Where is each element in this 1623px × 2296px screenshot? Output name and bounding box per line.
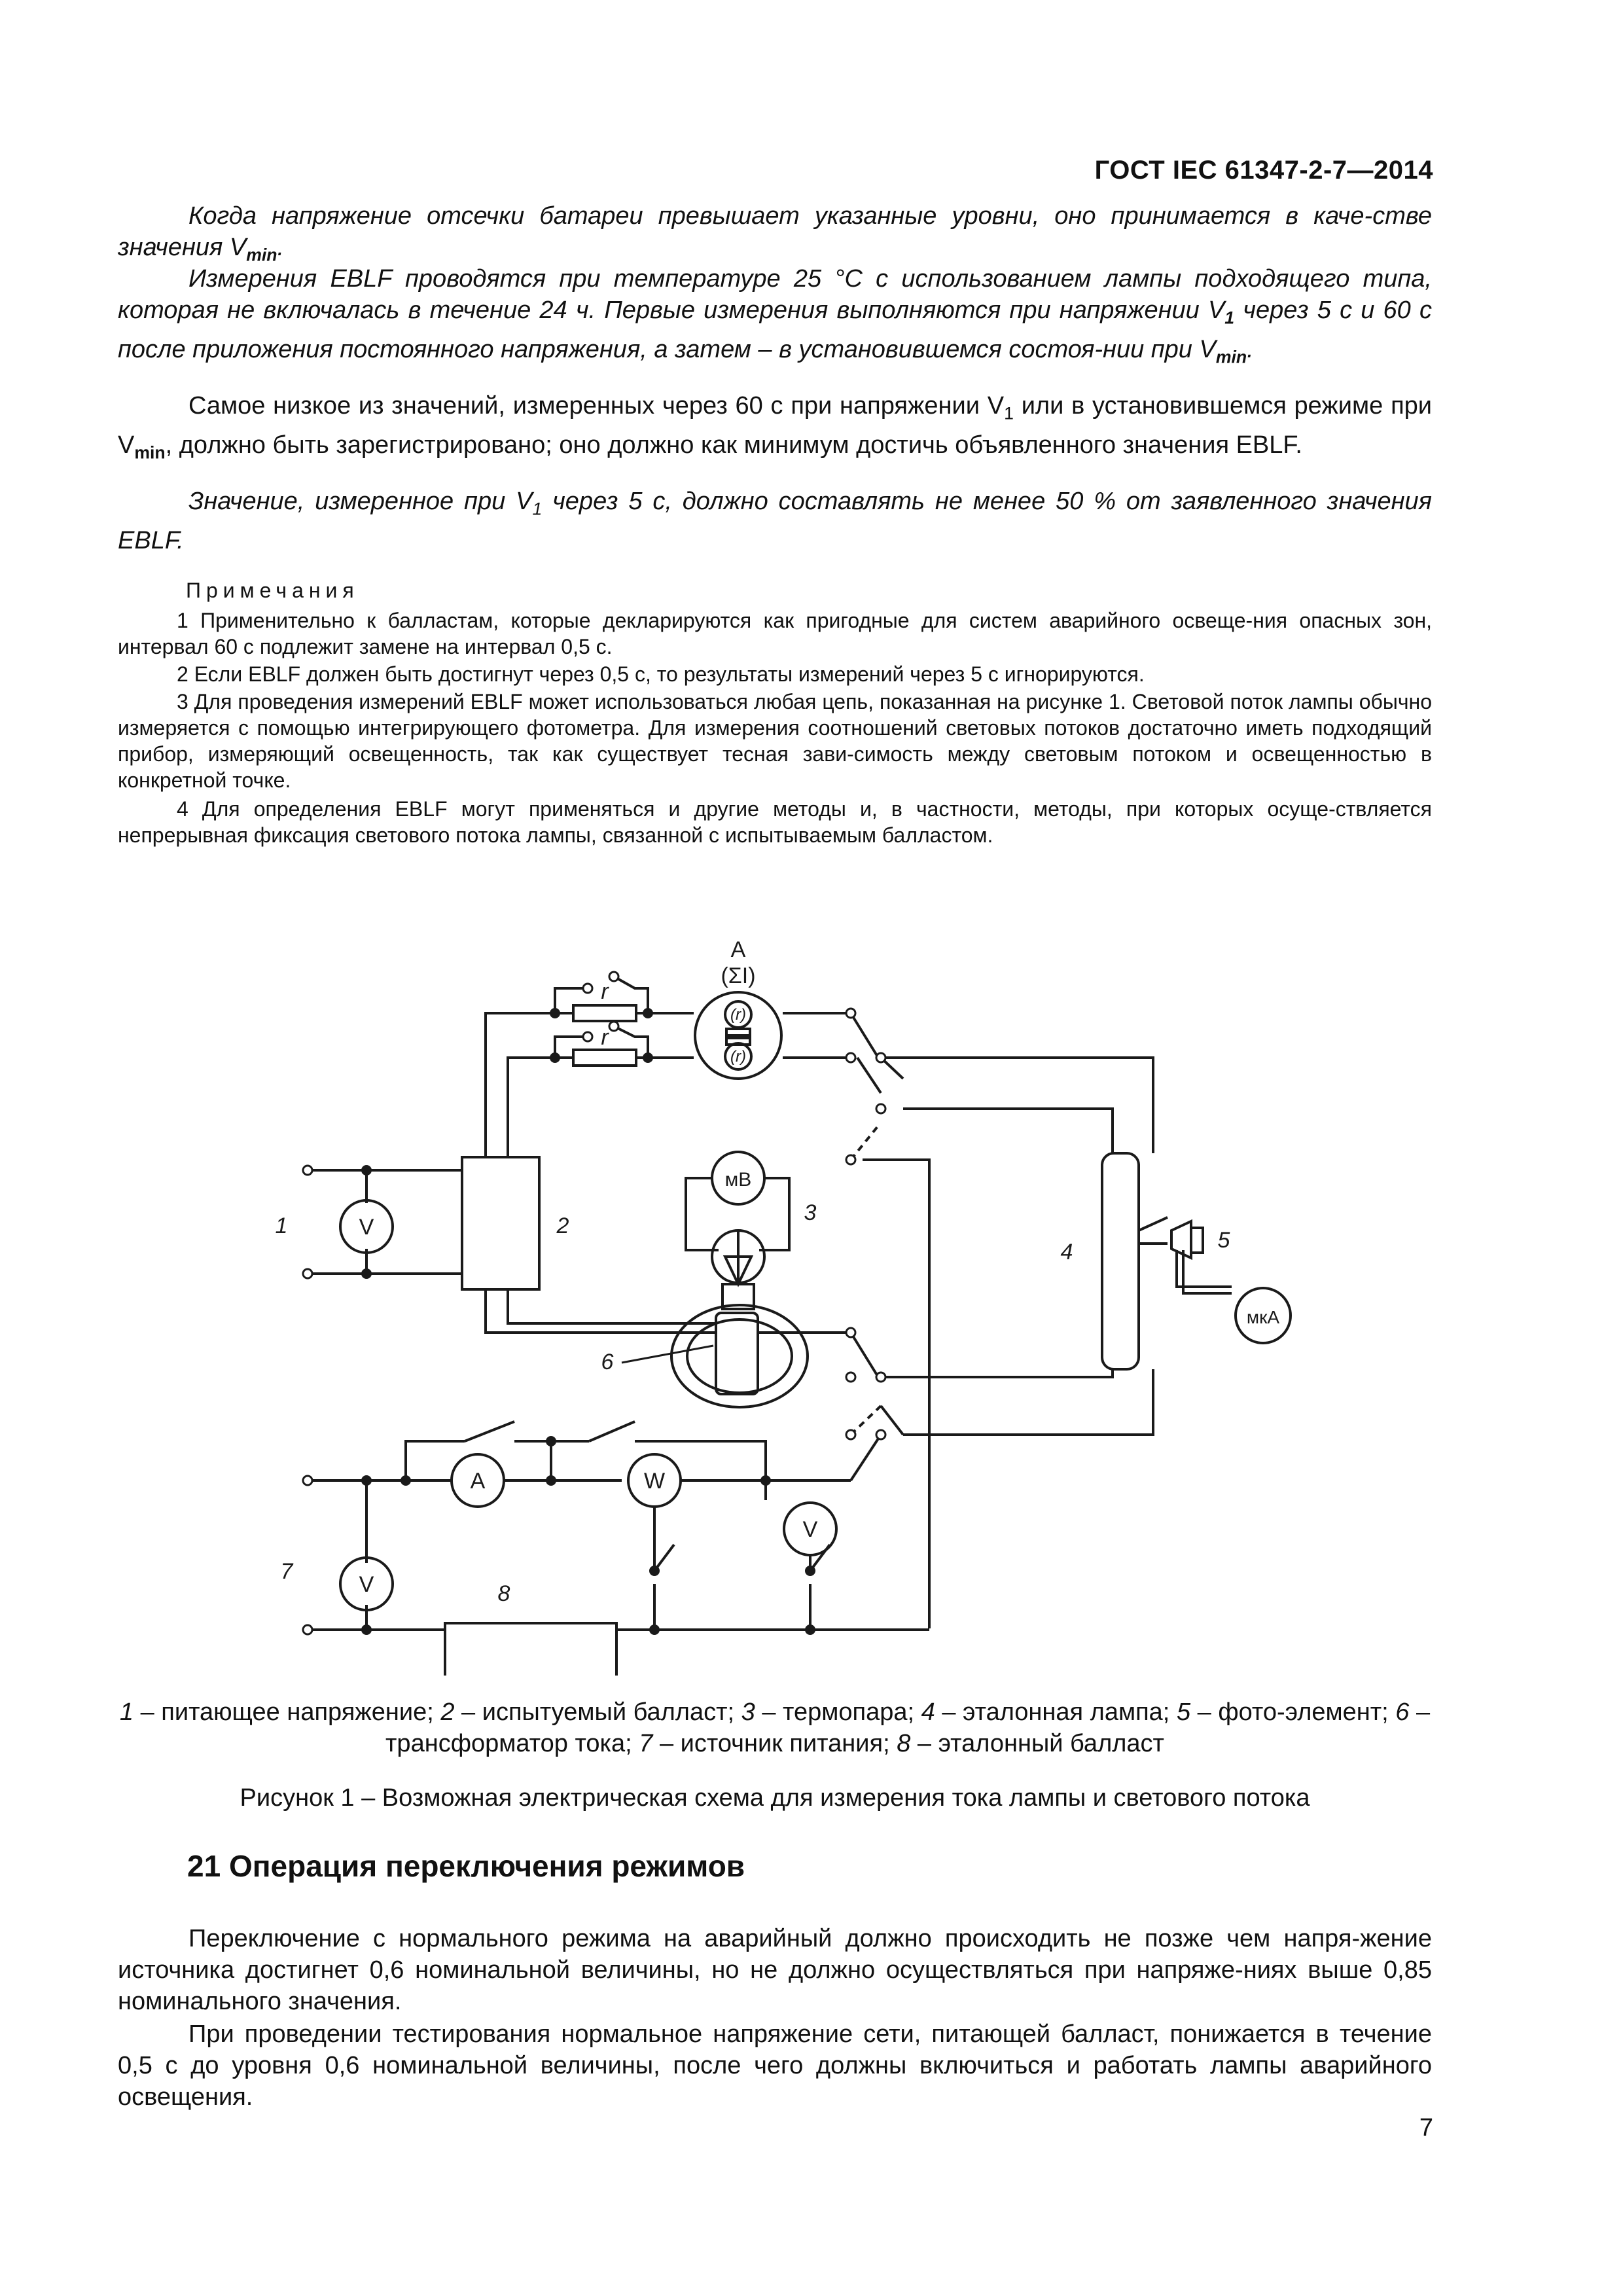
number-1: 1 [275, 1213, 288, 1238]
test-ballast-box [462, 1157, 539, 1289]
voltmeter-lamp-label: V [802, 1517, 818, 1542]
document-header: ГОСТ IEC 61347-2-7—2014 [1094, 156, 1433, 185]
number-7: 7 [280, 1559, 293, 1584]
section-paragraph-2: При проведении тестирования нормальное напряжение сети, питающей балласт, понижается в течение 0,5 с до уровня 0,6 номинальной величины, после чего должны включиться и работать лампы аварийного освещения. [118, 2020, 1432, 2111]
ammeter-top-sublabel: (ΣI) [721, 963, 756, 988]
microammeter-label: мкА [1246, 1307, 1280, 1327]
paragraph-eblf-measurement: Измерения EBLF проводятся при температуре 25 °C с использованием лампы подходящего типа, которая не включалась в течение 24 ч. Первые измерения выполняются при напряжении $V_1$ через 5 с и 60 с после приложения постоянного напряжения, а затем – в установившемся состоя-нии при $V_{min}$. [118, 265, 1432, 367]
number-2: 2 [556, 1213, 569, 1238]
voltmeter-supply-label: V [359, 1215, 374, 1240]
note-2: 2 Если EBLF должен быть достигнут через 0,5 с, то результаты измерений через 5 с игнорируются. [177, 662, 1145, 686]
note-4: 4 Для определения EBLF могут применяться и другие методы и, в частности, методы, при которых осуще-ствляется непрерывная фиксация светового потока лампы, связанной с испытываемым балластом. [118, 797, 1432, 847]
ammeter-r-lower: (r) [730, 1048, 746, 1066]
reference-lamp [1102, 1153, 1139, 1369]
figure-legend: 1 – питающее напряжение; 2 – испытуемый балласт; 3 – термопара; 4 – эталонная лампа; 5 – фото-элемент; 6 – трансформатор тока; 7 – источник питания; 8 – эталонный балласт [119, 1698, 1431, 1757]
number-6: 6 [601, 1350, 614, 1374]
number-4: 4 [1060, 1240, 1073, 1265]
section-paragraph-1: Переключение с нормального режима на аварийный должно происходить не позже чем напря-жение источника достигнет 0,6 номинальной величины, но не должно осуществляться при напряже-ниях выше 0,85 номинального значения. [118, 1925, 1432, 2015]
page-number: 7 [1419, 2114, 1433, 2142]
paragraph-value-v1: Значение, измеренное при $V_1$ через 5 с, должно составлять не менее 50 % от заявленного значения EBLF. [118, 488, 1432, 554]
figure-title: Рисунок 1 – Возможная электрическая схема для измерения тока лампы и светового потока [240, 1784, 1310, 1812]
reference-ballast-box [445, 1623, 616, 1676]
note-1: 1 Применительно к балластам, которые декларируются как пригодные для систем аварийного освеще-ния опасных зон, интервал 60 с подлежит замене на интервал 0,5 с. [118, 609, 1432, 658]
resistor-label-top: r [601, 979, 609, 1004]
resistor-label-bottom: r [601, 1025, 609, 1050]
paragraph-lowest-value: Самое низкое из значений, измеренных через 60 с при напряжении $V_1$ или в установившемся режиме при $V_{min}$, должно быть зарегистрировано; оно должно как минимум достичь объявленного значения EBLF. [118, 392, 1433, 463]
ammeter-bottom-label: A [470, 1469, 486, 1494]
note-3: 3 Для проведения измерений EBLF может использоваться любая цепь, показанная на рисунке 1. Световой поток лампы обычно измеряется с помощью интегрирующего фотометра. Для измерения соотношений световых потоков достаточно иметь подходящий прибор, измеряющий освещенность, так как существует тесная зави-симость между световым потоком и освещенностью в конкретной точке. [118, 690, 1432, 792]
ammeter-top-label: A [730, 937, 746, 962]
paragraph-cutoff-voltage: Когда напряжение отсечки батареи превышает указанные уровни, оно принимается в каче-стве значения $V_{min}$. [118, 202, 1432, 265]
notes-heading: Примечания [186, 579, 359, 602]
wattmeter-label: W [643, 1469, 666, 1494]
section-heading: 21 Операция переключения режимов [187, 1849, 745, 1883]
number-3: 3 [804, 1200, 817, 1225]
voltmeter-source-label: V [359, 1572, 374, 1597]
number-8: 8 [497, 1581, 510, 1606]
millivoltmeter-label: мВ [724, 1169, 752, 1191]
number-5: 5 [1217, 1228, 1230, 1253]
ammeter-r-upper: (r) [730, 1006, 746, 1024]
